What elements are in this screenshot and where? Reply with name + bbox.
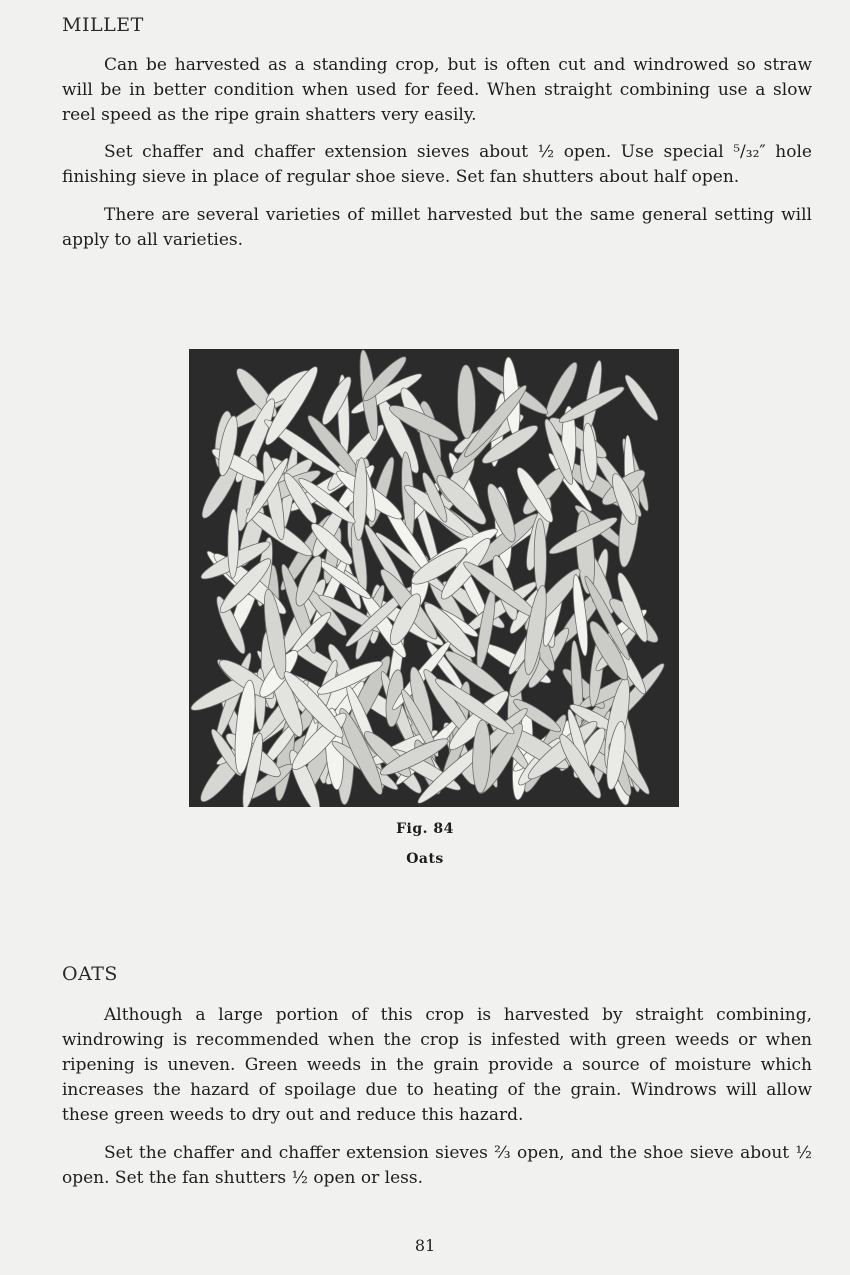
oats-heading: OATS bbox=[62, 963, 118, 985]
oat-grains-image bbox=[189, 349, 679, 807]
page-number: 81 bbox=[414, 1236, 436, 1255]
oats-photograph bbox=[189, 349, 679, 807]
millet-paragraph-2: Set chaffer and chaffer extension sieves about ½ open. Use special ⁵/₃₂″ hole finishing sieve in place of regular shoe sieve. Set fan shutters about half open. bbox=[62, 142, 812, 187]
figure-caption: Oats bbox=[406, 851, 444, 867]
millet-heading: MILLET bbox=[62, 14, 144, 36]
millet-paragraph-1: Can be harvested as a standing crop, but is often cut and windrowed so straw will be in better condition when used for feed. When straight combining use a slow reel speed as the ripe grain shatters very easily. bbox=[62, 55, 812, 125]
oat-grain bbox=[534, 519, 547, 596]
millet-paragraph-3: There are several varieties of millet harvested but the same general setting will apply to all varieties. bbox=[62, 205, 812, 250]
figure-number: Fig. 84 bbox=[396, 821, 454, 837]
oats-paragraph-2: Set the chaffer and chaffer extension sieves ⅔ open, and the shoe sieve about ½ open. Set the fan shutters ½ open or less. bbox=[62, 1143, 812, 1188]
oats-paragraph-1: Although a large portion of this crop is harvested by straight combining, windrowing is recommended when the crop is infested with green weeds or when ripening is uneven. Green weeds in the grain provide a source of moisture which increases the hazard of spoilage due to heating of the grain. Windrows will allow these green weeds to dry out and reduce this hazard. bbox=[62, 1005, 812, 1125]
